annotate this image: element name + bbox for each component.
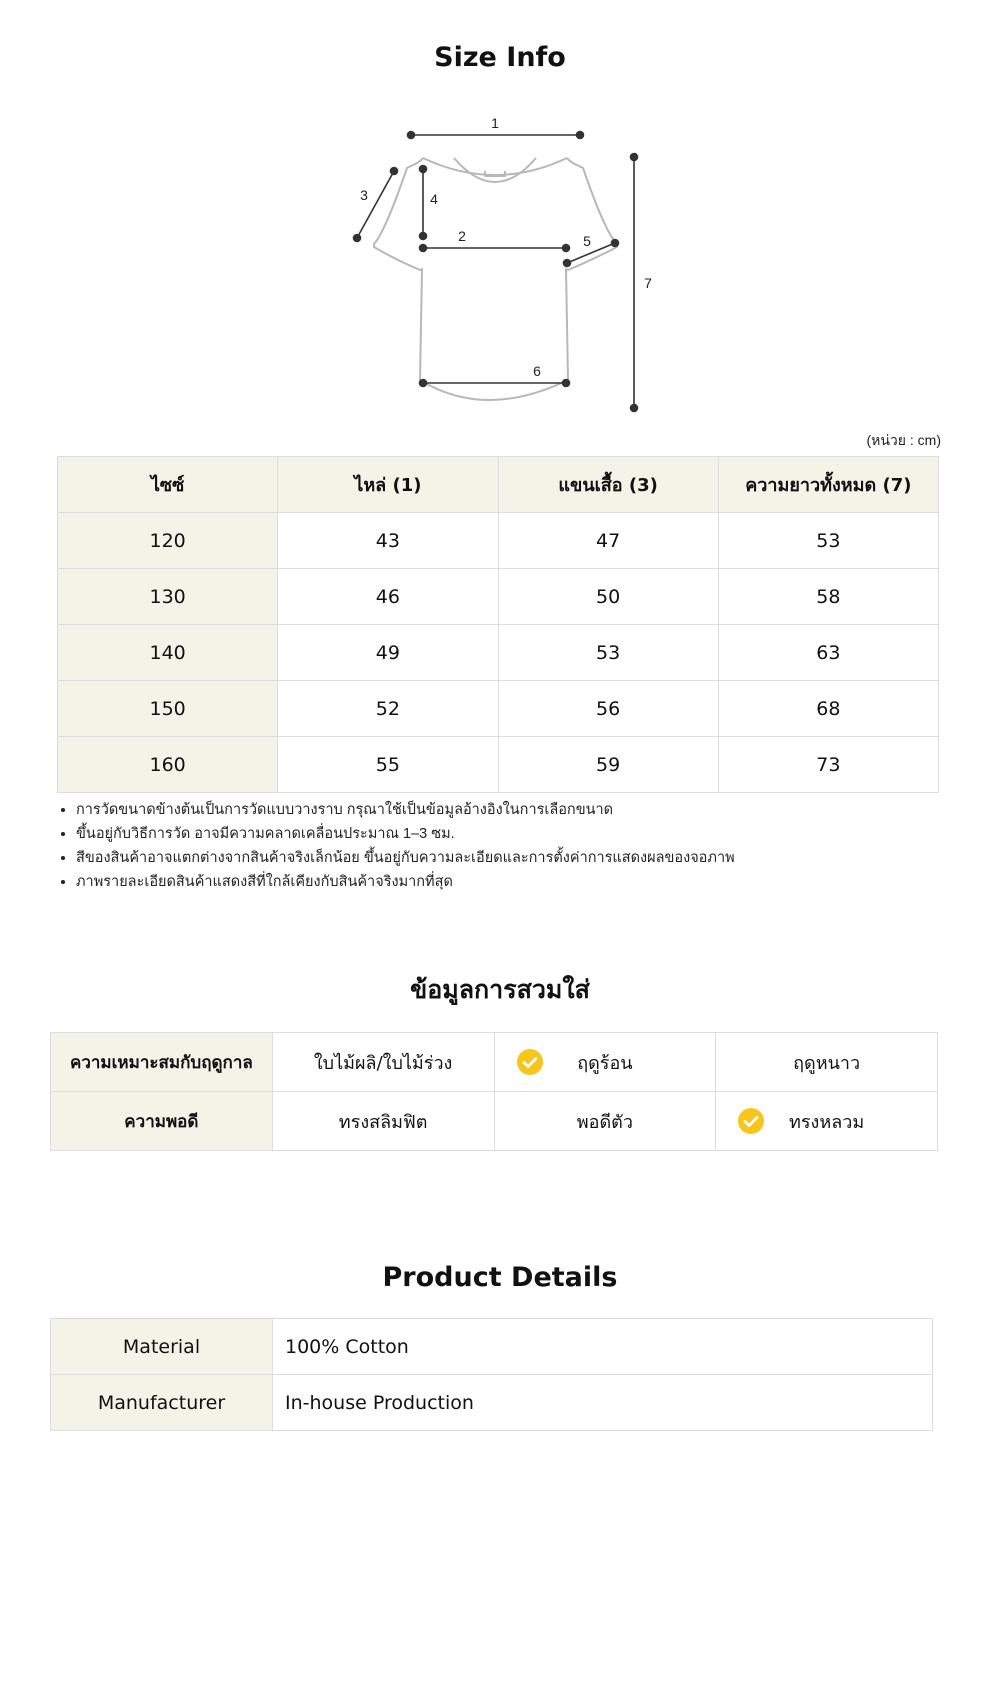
option-label: ใบไม้ผลิ/ใบไม้ร่วง xyxy=(313,1052,453,1074)
size-table xyxy=(57,456,939,793)
shoulder-cell: 49 xyxy=(278,625,498,681)
fit-option xyxy=(716,1092,938,1151)
table-row xyxy=(58,513,939,569)
product-details-title: Product Details xyxy=(382,1262,618,1293)
shoulder-cell: 46 xyxy=(278,569,498,625)
size-notes xyxy=(57,798,735,894)
wear-info-title: ข้อมูลการสวมใส่ xyxy=(410,975,590,1004)
option-label: ฤดูหนาว xyxy=(793,1052,861,1074)
shoulder-cell: 43 xyxy=(278,513,498,569)
size-table-header-row xyxy=(58,457,939,513)
sleeve-cell: 56 xyxy=(498,681,718,737)
note-item: • ภาพรายละเอียดสินค้าแสดงสีที่ใกล้เคียงกับสินค้าจริงมากที่สุด xyxy=(76,870,735,894)
fit-option xyxy=(272,1092,494,1151)
measurement-number-3: 3 xyxy=(360,187,368,203)
season-label: ความเหมาะสมกับฤดูกาล xyxy=(51,1033,273,1092)
unit-note: (หน่วย : cm) xyxy=(866,432,941,448)
measurement-numbers xyxy=(360,115,652,379)
length-cell: 53 xyxy=(718,513,938,569)
table-row xyxy=(51,1375,933,1431)
length-cell: 68 xyxy=(718,681,938,737)
check-icon xyxy=(738,1108,764,1134)
length-cell: 63 xyxy=(718,625,938,681)
fit-label: ความพอดี xyxy=(51,1092,273,1151)
tshirt-measurement-diagram xyxy=(0,100,1000,420)
table-row xyxy=(51,1033,938,1092)
sleeve-cell: 50 xyxy=(498,569,718,625)
size-table-header: ความยาวทั้งหมด (7) xyxy=(718,457,938,513)
option-label: ฤดูร้อน xyxy=(577,1052,633,1074)
table-row xyxy=(51,1319,933,1375)
table-row xyxy=(58,737,939,793)
size-cell: 160 xyxy=(58,737,278,793)
product-details-table xyxy=(50,1318,933,1431)
tshirt-outline xyxy=(374,158,617,400)
size-table-header: ไซซ์ xyxy=(58,457,278,513)
sleeve-cell: 53 xyxy=(498,625,718,681)
size-table-header: แขนเสื้อ (3) xyxy=(498,457,718,513)
table-row xyxy=(58,569,939,625)
note-item: • ขึ้นอยู่กับวิธีการวัด อาจมีความคลาดเคลื่อนประมาณ 1–3 ซม. xyxy=(76,822,735,846)
check-icon xyxy=(517,1049,543,1075)
length-cell: 58 xyxy=(718,569,938,625)
size-table-header: ไหล่ (1) xyxy=(278,457,498,513)
size-info-title: Size Info xyxy=(434,42,566,73)
wear-info-table xyxy=(50,1032,938,1151)
table-row xyxy=(58,625,939,681)
manufacturer-label: Manufacturer xyxy=(51,1375,273,1431)
measurement-number-1: 1 xyxy=(491,115,499,131)
option-label: พอดีตัว xyxy=(576,1111,633,1133)
measurement-number-5: 5 xyxy=(583,233,591,249)
size-cell: 130 xyxy=(58,569,278,625)
material-label: Material xyxy=(51,1319,273,1375)
option-label: ทรงสลิมฟิต xyxy=(338,1111,428,1133)
table-row xyxy=(51,1092,938,1151)
size-cell: 120 xyxy=(58,513,278,569)
measurement-number-2: 2 xyxy=(458,228,466,244)
size-cell: 140 xyxy=(58,625,278,681)
measurement-number-6: 6 xyxy=(533,363,541,379)
option-label: ทรงหลวม xyxy=(789,1111,865,1133)
fit-option xyxy=(494,1092,716,1151)
measurement-number-4: 4 xyxy=(430,191,438,207)
sleeve-cell: 59 xyxy=(498,737,718,793)
sleeve-cell: 47 xyxy=(498,513,718,569)
note-item: • สีของสินค้าอาจแตกต่างจากสินค้าจริงเล็กน้อย ขึ้นอยู่กับความละเอียดและการตั้งค่าการแสดงผลของจอภาพ xyxy=(76,846,735,870)
shoulder-cell: 52 xyxy=(278,681,498,737)
season-option xyxy=(494,1033,716,1092)
manufacturer-value: In-house Production xyxy=(273,1375,933,1431)
table-row xyxy=(58,681,939,737)
shoulder-cell: 55 xyxy=(278,737,498,793)
measurement-lines xyxy=(354,132,638,412)
length-cell: 73 xyxy=(718,737,938,793)
season-option xyxy=(272,1033,494,1092)
season-option xyxy=(716,1033,938,1092)
measurement-number-7: 7 xyxy=(644,275,652,291)
note-item: • การวัดขนาดข้างต้นเป็นการวัดแบบวางราบ กรุณาใช้เป็นข้อมูลอ้างอิงในการเลือกขนาด xyxy=(76,798,735,822)
material-value: 100% Cotton xyxy=(273,1319,933,1375)
size-cell: 150 xyxy=(58,681,278,737)
